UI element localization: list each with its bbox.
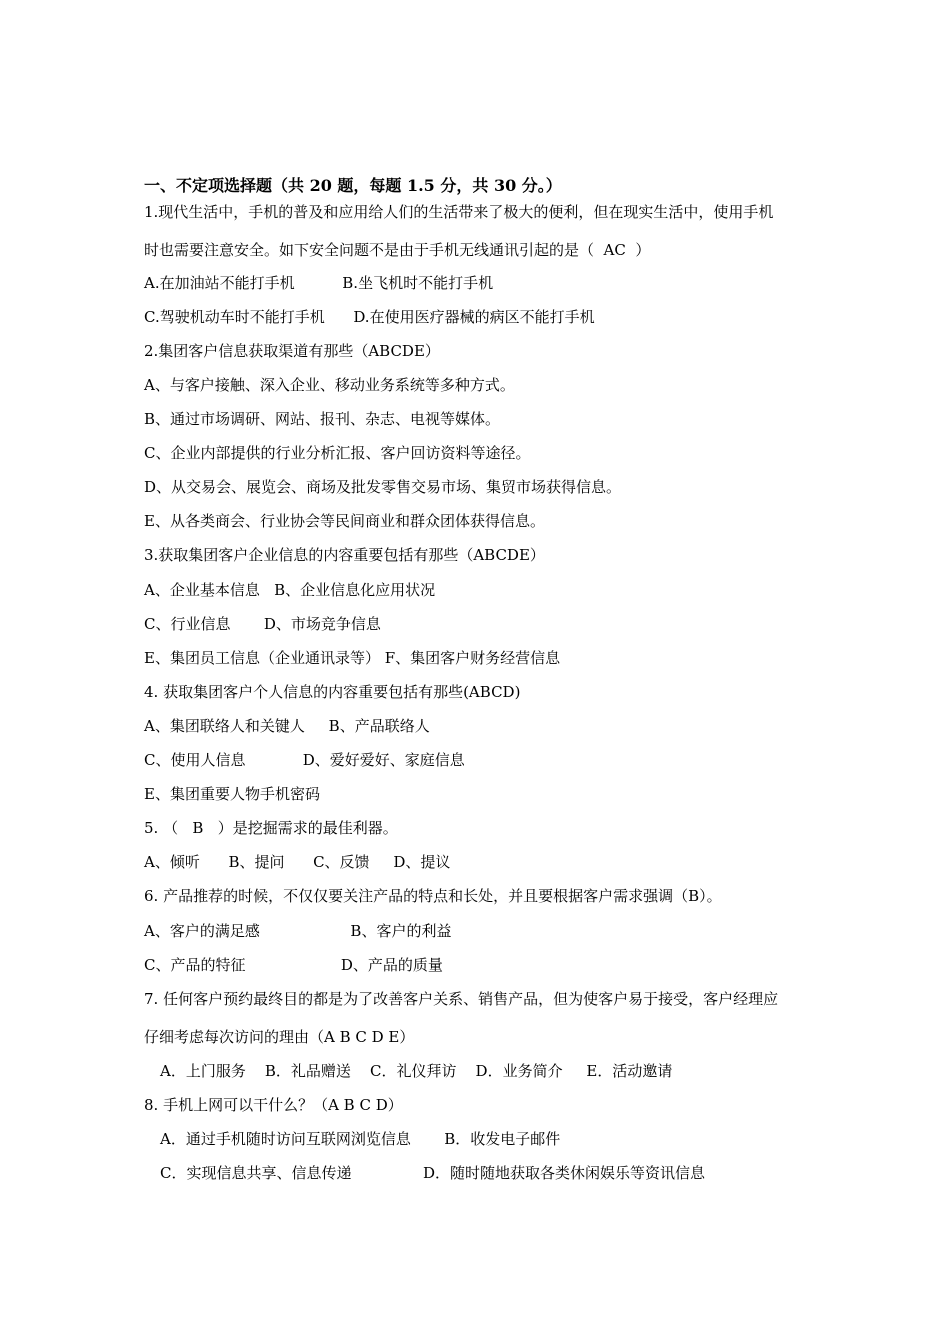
question-8-options-2: C．实现信息共享、信息传递 D．随时随地获取各类休闲娱乐等资讯信息 — [160, 1164, 706, 1182]
question-3-options-2: C、行业信息 D、市场竞争信息 — [144, 615, 381, 633]
question-2-option-a: A、与客户接触、深入企业、移动业务系统等多种方式。 — [144, 376, 515, 394]
question-4-options-1: A、集团联络人和关键人 B、产品联络人 — [144, 717, 430, 735]
question-1-options-2: C.驾驶机动车时不能打手机 D.在使用医疗器械的病区不能打手机 — [144, 308, 595, 326]
question-3-line-1: 3.获取集团客户企业信息的内容重要包括有那些（ABCDE） — [144, 546, 545, 564]
question-6-options-1: A、客户的满足感 B、客户的利益 — [144, 922, 452, 940]
question-1-line-2: 时也需要注意安全。如下安全问题不是由于手机无线通讯引起的是（ AC ） — [144, 241, 651, 259]
question-2-option-b: B、通过市场调研、网站、报刊、杂志、电视等媒体。 — [144, 410, 501, 428]
question-2-option-d: D、从交易会、展览会、商场及批发零售交易市场、集贸市场获得信息。 — [144, 478, 622, 496]
question-1-options-1: A.在加油站不能打手机 B.坐飞机时不能打手机 — [144, 274, 494, 292]
question-5-options-1: A、倾听 B、提问 C、反馈 D、提议 — [144, 853, 451, 871]
question-2-option-e: E、从各类商会、行业协会等民间商业和群众团体获得信息。 — [144, 512, 545, 530]
question-8-line-1: 8. 手机上网可以干什么？（A B C D） — [144, 1096, 403, 1114]
question-3-options-1: A、企业基本信息 B、企业信息化应用状况 — [144, 581, 436, 599]
question-8-options-1: A．通过手机随时访问互联网浏览信息 B．收发电子邮件 — [160, 1130, 561, 1148]
question-3-options-3: E、集团员工信息（企业通讯录等） F、集团客户财务经营信息 — [144, 649, 561, 667]
question-4-line-1: 4. 获取集团客户个人信息的内容重要包括有那些(ABCD) — [144, 683, 521, 701]
question-7-options-1: A．上门服务 B．礼品赠送 C．礼仪拜访 D．业务简介 E．活动邀请 — [160, 1062, 673, 1080]
question-7-line-1: 7. 任何客户预约最终目的都是为了改善客户关系、销售产品，但为使客户易于接受，客户经理应 — [144, 990, 779, 1008]
question-2-line-1: 2.集团客户信息获取渠道有那些（ABCDE） — [144, 342, 440, 360]
question-2-option-c: C、企业内部提供的行业分析汇报、客户回访资料等途径。 — [144, 444, 531, 462]
question-6-line-1: 6. 产品推荐的时候，不仅仅要关注产品的特点和长处，并且要根据客户需求强调（B）。 — [144, 887, 722, 905]
question-6-options-2: C、产品的特征 D、产品的质量 — [144, 956, 443, 974]
question-4-options-3: E、集团重要人物手机密码 — [144, 785, 320, 803]
question-1-line-1: 1.现代生活中，手机的普及和应用给人们的生活带来了极大的便利，但在现实生活中，使用手机 — [144, 203, 774, 221]
question-5-line-1: 5. （ B ）是挖掘需求的最佳利器。 — [144, 819, 398, 837]
question-7-line-2: 仔细考虑每次访问的理由（A B C D E） — [144, 1028, 415, 1046]
section-title: 一、不定项选择题（共 20 题，每题 1.5 分，共 30 分。） — [144, 176, 562, 195]
question-4-options-2: C、使用人信息 D、爱好爱好、家庭信息 — [144, 751, 465, 769]
